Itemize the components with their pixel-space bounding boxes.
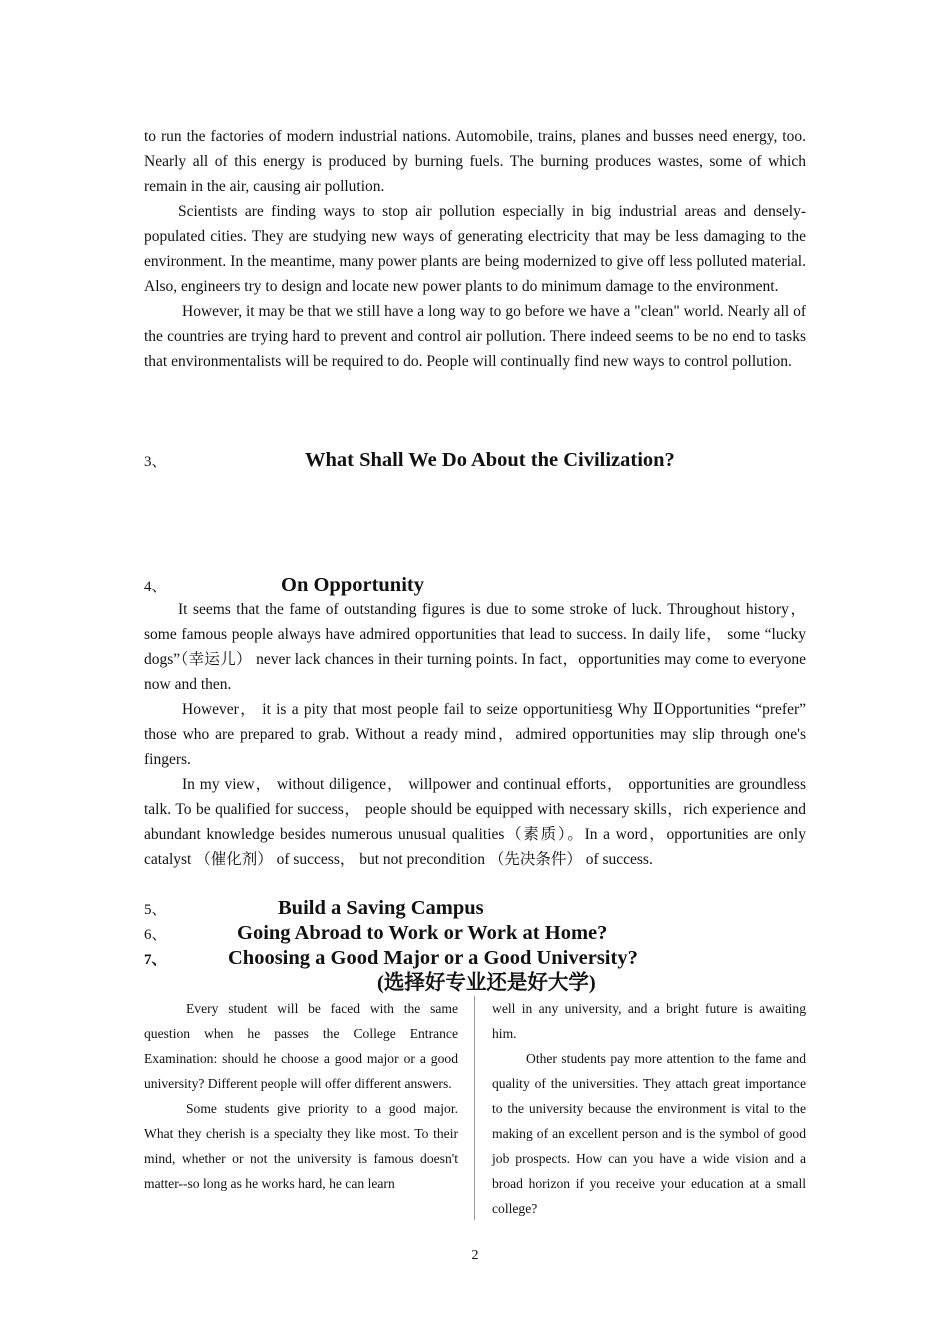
section-number: 5、 — [144, 902, 167, 918]
paragraph: Every student will be faced with the same question when he passes the College Entrance Examination: should he choose a good major or a good university? Different people will offer different answers. — [144, 1001, 458, 1091]
paragraph: well in any university, and a bright future is awaiting him. — [492, 1001, 806, 1041]
section-title: Going Abroad to Work or Work at Home? — [237, 922, 608, 944]
paragraph: However, it may be that we still have a long way to go before we have a "clean" world. Nearly all of the countries are trying hard to prevent and control air pollution. There indeed seems to be no end to tasks that environmentalists will be required to do. People will continually find new ways to control pollution. — [144, 303, 806, 370]
section-number: 4、 — [144, 579, 167, 595]
paragraph: Other students pay more attention to the fame and quality of the universities. They attach great importance to the university because the environment is vital to the making of an excellent person and is the symbol of good job prospects. How can you have a wide vision and a broad horizon if you receive your education at a small college? — [492, 1051, 806, 1216]
section-number: 7、 — [144, 952, 167, 968]
right-column — [492, 996, 806, 1221]
section-title: On Opportunity — [281, 574, 424, 596]
paragraph: to run the factories of modern industrial nations. Automobile, trains, planes and busses need energy, too. Nearly all of this energy is produced by burning fuels. The burning produces wastes, some of which remain in the air, causing air pollution. — [144, 128, 806, 195]
column-divider — [474, 996, 475, 1220]
opportunity-text-block — [144, 597, 806, 872]
paragraph: However， it is a pity that most people fail to seize opportunitiesg Why ⅡOpportunities “prefer” those who are prepared to grab. Without a ready mind，admired opportunities may slip through one's fingers. — [144, 701, 806, 768]
section-title: Build a Saving Campus — [278, 897, 484, 919]
paragraph: In my view， without diligence， willpower and continual efforts， opportunities are groundless talk. To be qualified for success， people should be equipped with necessary skills，rich experience and abundant knowledge besides numerous unusual qualities（素质）。In a word，opportunities are only catalyst （催化剂） of success， but not precondition （先决条件） of success. — [144, 776, 806, 868]
paragraph: It seems that the fame of outstanding figures is due to some stroke of luck. Throughout history， some famous people always have admired opportunities that lead to success. In daily life， some “lucky dogs”（幸运儿） never lack chances in their turning points. In fact，opportunities may come to everyone now and then. — [144, 601, 806, 693]
section-number: 6、 — [144, 927, 167, 943]
section-title: Choosing a Good Major or a Good University? — [228, 947, 638, 969]
section-title: What Shall We Do About the Civilization? — [305, 449, 675, 471]
section-number: 3、 — [144, 454, 167, 470]
left-column — [144, 996, 458, 1196]
paragraph: Scientists are finding ways to stop air pollution especially in big industrial areas and densely-populated cities. They are studying new ways of generating electricity that may be less damaging to the environment. In the meantime, many power plants are being modernized to give off less polluted material. Also, engineers try to design and locate new power plants to do minimum damage to the environment. — [144, 203, 806, 295]
intro-text-block — [144, 124, 806, 374]
section-subtitle: (选择好专业还是好大学) — [377, 972, 596, 994]
paragraph: Some students give priority to a good major. What they cherish is a specialty they like most. To their mind, whether or not the university is famous doesn't matter--so long as he works hard, he can learn — [144, 1101, 458, 1191]
page-number: 2 — [471, 1248, 479, 1263]
